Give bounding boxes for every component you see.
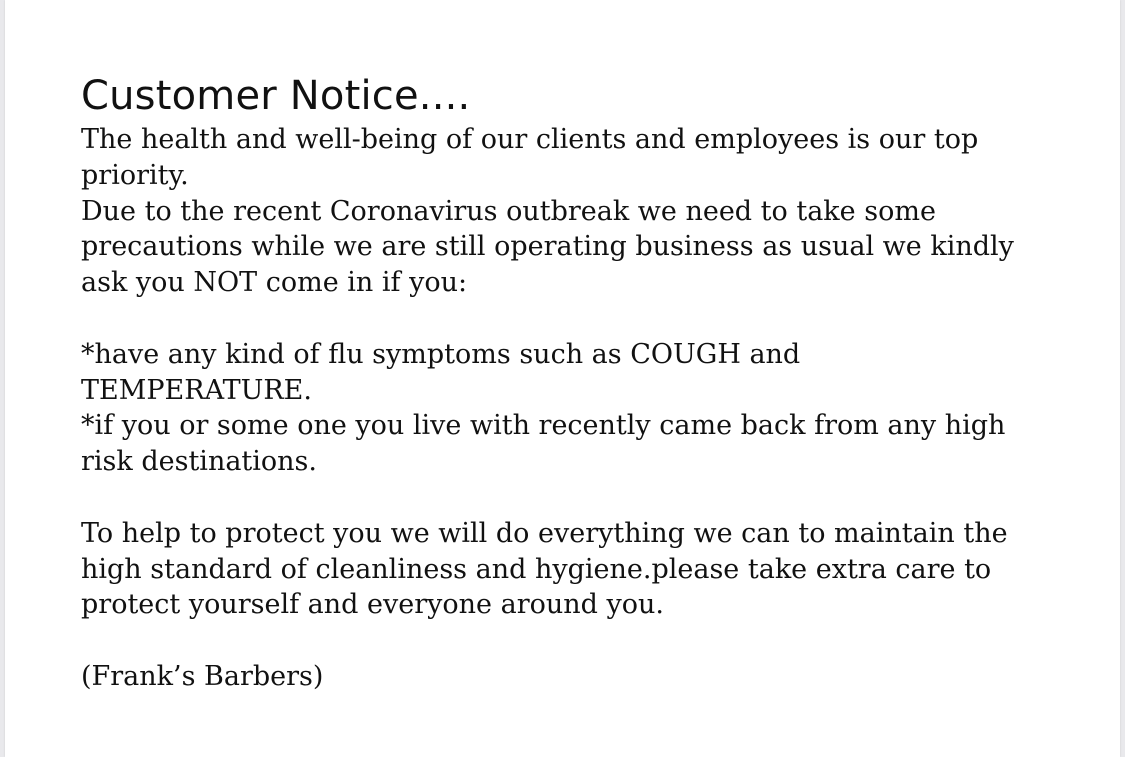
notice-title: Customer Notice.... — [81, 73, 471, 119]
bullet-item: *if you or some one you live with recently came back from any high risk destinations. — [81, 410, 1015, 478]
spacer — [81, 480, 1081, 516]
intro-paragraph: The health and well-being of our clients and employees is our top priority. — [81, 124, 987, 191]
closing-paragraph: To help to protect you we will do everything we can to maintain the high standard of cleanliness and hygiene.please take extra care to protect yourself and everyone around you. — [81, 517, 1017, 621]
spacer — [81, 623, 1081, 659]
reason-paragraph: Due to the recent Coronavirus outbreak we need to take some precautions while we are still operating business as usual we kindly ask you NOT come in if you: — [81, 195, 1023, 299]
bullet-item: *have any kind of flu symptoms such as COUGH and TEMPERATURE. — [81, 338, 809, 406]
notice-body — [81, 70, 1081, 695]
signature: (Frank’s Barbers) — [81, 660, 324, 692]
spacer — [81, 301, 1081, 337]
document-page — [5, 0, 1120, 757]
